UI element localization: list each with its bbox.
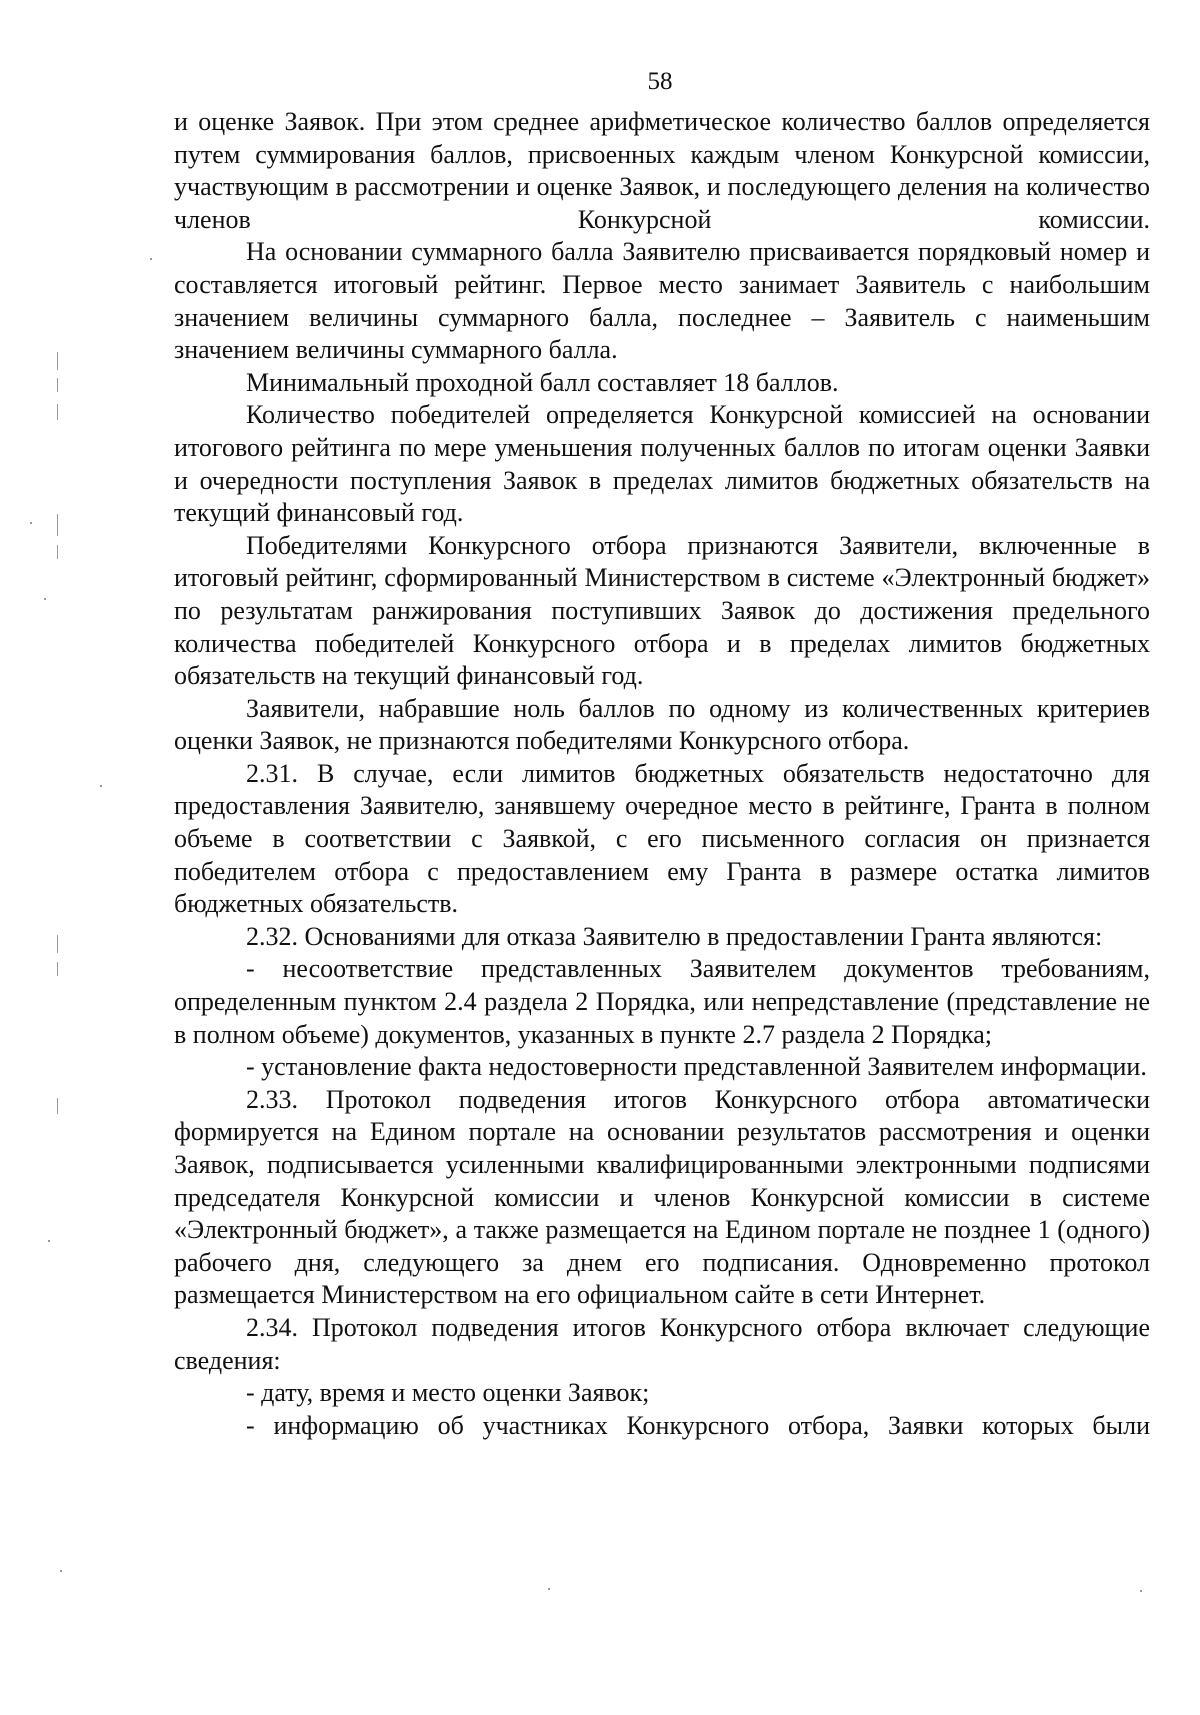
scan-mark — [57, 378, 58, 392]
scan-speck — [1140, 1590, 1142, 1592]
paragraph: На основании суммарного балла Заявителю присваивается порядковый номер и составляется итоговый рейтинг. Первое место занимает Заявитель с наибольшим значением величины суммарного балла, последнее – Заявитель с наименьшим значением величины суммарного балла. — [174, 237, 1150, 365]
paragraph: - несоответствие представленных Заявителем документов требованиям, определенным пунктом 2.4 раздела 2 Порядка, или непредставление (представление не в полном объеме) документов, указанных в пункте 2.7 раздела 2 Порядка; — [174, 954, 1150, 1049]
paragraph: Минимальный проходной балл составляет 18 баллов. — [246, 367, 839, 397]
scan-mark — [57, 1098, 58, 1114]
scan-mark — [57, 514, 58, 536]
scan-speck — [548, 1588, 550, 1590]
paragraph: 2.32. Основаниями для отказа Заявителю в предоставлении Гранта являются: — [246, 921, 1103, 951]
paragraph: Количество победителей определяется Конкурсной комиссией на основании итогового рейтинга по мере уменьшения полученных баллов по итогам оценки Заявки и очередности поступления Заявок в пределах лимитов бюджетных обязательств на текущий финансовый год. — [174, 400, 1150, 528]
paragraph: - дату, время и место оценки Заявок; — [246, 1378, 650, 1408]
paragraph: - информацию об участниках Конкурсного отбора, Заявки которых были — [246, 1410, 1150, 1440]
scan-speck — [100, 785, 102, 787]
scan-speck — [48, 1240, 50, 1242]
page-number: 58 — [647, 68, 673, 95]
paragraph: - установление факта недостоверности представленной Заявителем информации. — [246, 1052, 1147, 1082]
paragraph: 2.33. Протокол подведения итогов Конкурсного отбора автоматически формируется на Едином портале на основании результатов рассмотрения и оценки Заявок, подписывается усиленными квалифицированными электронными подписями председателя Конкурсной комиссии и членов Конкурсной комиссии в системе «Электронный бюджет», а также размещается на Едином портале не позднее 1 (одного) рабочего дня, следующего за днем его подписания. Одновременно протокол размещается Министерством на его официальном сайте в сети Интернет. — [174, 1084, 1150, 1310]
scan-mark — [57, 352, 58, 370]
scan-speck — [44, 598, 46, 600]
scan-mark — [57, 404, 58, 420]
scan-speck — [60, 1570, 62, 1572]
paragraph: Победителями Конкурсного отбора признаются Заявители, включенные в итоговый рейтинг, сформированный Министерством в системе «Электронный бюджет» по результатам ранжирования поступивших Заявок до достижения предельного количества победителей Конкурсного отбора и в пределах лимитов бюджетных обязательств на текущий финансовый год. — [174, 530, 1150, 691]
scan-mark — [57, 545, 58, 559]
scan-mark — [57, 935, 58, 953]
scan-speck — [150, 258, 152, 260]
scan-speck — [30, 522, 32, 524]
paragraph: 2.31. В случае, если лимитов бюджетных обязательств недостаточно для предоставления Заявителю, занявшему очередное место в рейтинге, Гранта в полном объеме в соответствии с Заявкой, с его письменного согласия он признается победителем отбора с предоставлением ему Гранта в размере остатка лимитов бюджетных обязательств. — [174, 758, 1150, 919]
paragraph: и оценке Заявок. При этом среднее арифметическое количество баллов определяется путем суммирования баллов, присвоенных каждым членом Конкурсной комиссии, участвующим в рассмотрении и оценке Заявок, и последующего деления на количество членов Конкурсной комиссии. — [174, 107, 1150, 234]
paragraph: 2.34. Протокол подведения итогов Конкурсного отбора включает следующие сведения: — [174, 1312, 1150, 1375]
scan-mark — [57, 962, 58, 976]
document-body — [174, 106, 1150, 1442]
paragraph: Заявители, набравшие ноль баллов по одному из количественных критериев оценки Заявок, не признаются победителями Конкурсного отбора. — [174, 693, 1150, 756]
